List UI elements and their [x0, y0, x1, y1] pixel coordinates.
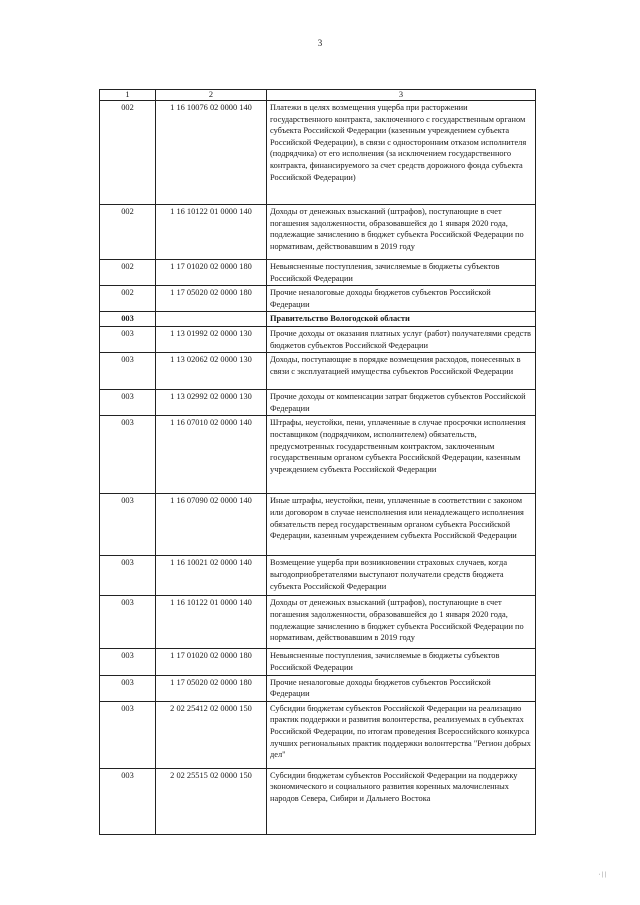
column-header-1: 1 [100, 90, 156, 101]
description-cell: Платежи в целях возмещения ущерба при расторжении государственного контракта, заключенного с государственным органом субъекта Российской Федерации (казенным учреждением субъекта Российской Федерации), в связи с односторонним отказом исполнителя (подрядчика) от его исполнения (за исключением государственного контракта, финансируемого за счет средств дорожного фонда субъекта Российской Федерации) [267, 101, 536, 205]
page-number: 3 [317, 38, 323, 48]
description-cell: Прочие неналоговые доходы бюджетов субъектов Российской Федерации [267, 675, 536, 701]
admin-code-cell: 003 [100, 390, 156, 416]
budget-code-cell: 1 16 07090 02 0000 140 [156, 494, 267, 556]
budget-code-cell: 1 16 10122 01 0000 140 [156, 596, 267, 649]
table-row [100, 326, 536, 352]
description-cell: Невыясненные поступления, зачисляемые в бюджеты субъектов Российской Федерации [267, 649, 536, 675]
admin-code-cell: 003 [100, 701, 156, 768]
table-row [100, 353, 536, 390]
budget-code-cell: 1 17 01020 02 0000 180 [156, 649, 267, 675]
budget-code-cell: 1 16 10021 02 0000 140 [156, 556, 267, 596]
table-row [100, 675, 536, 701]
table-row [100, 494, 536, 556]
budget-code-cell: 2 02 25412 02 0000 150 [156, 701, 267, 768]
admin-code-cell: 002 [100, 260, 156, 286]
budget-code-cell: 1 13 02062 02 0000 130 [156, 353, 267, 390]
budget-code-cell: 1 16 10122 01 0000 140 [156, 205, 267, 260]
table-header-row [100, 90, 536, 101]
admin-code-cell: 002 [100, 286, 156, 312]
admin-code-cell: 003 [100, 312, 156, 327]
description-cell: Штрафы, неустойки, пени, уплаченные в случае просрочки исполнения поставщиком (подрядчиком, исполнителем) обязательств, предусмотренных государственным контрактом, заключенным государственным органом субъекта Российской Федерации, казенным учреждением субъекта Российской Федерации [267, 416, 536, 494]
admin-code-cell: 003 [100, 649, 156, 675]
description-cell: Прочие доходы от оказания платных услуг (работ) получателями средств бюджетов субъектов Российской Федерации [267, 326, 536, 352]
admin-code-cell: 003 [100, 596, 156, 649]
table-row [100, 416, 536, 494]
admin-code-cell: 002 [100, 101, 156, 205]
table-row [100, 205, 536, 260]
description-cell: Доходы от денежных взысканий (штрафов), поступающие в счет погашения задолженности, образовавшейся до 1 января 2020 года, подлежащие зачислению в бюджет субъекта Российской Федерации по нормативам, действовавшим в 2019 году [267, 205, 536, 260]
budget-code-cell: 1 16 07010 02 0000 140 [156, 416, 267, 494]
description-cell: Невыясненные поступления, зачисляемые в бюджеты субъектов Российской Федерации [267, 260, 536, 286]
admin-code-cell: 002 [100, 205, 156, 260]
column-header-3: 3 [267, 90, 536, 101]
budget-code-cell: 1 13 01992 02 0000 130 [156, 326, 267, 352]
table-row [100, 556, 536, 596]
description-cell: Субсидии бюджетам субъектов Российской Федерации на реализацию практик поддержки и развития волонтерства, реализуемых в субъектах Российской Федерации, по итогам проведения Всероссийского конкурса лучших региональных практик поддержки волонтерства "Регион добрых дел" [267, 701, 536, 768]
description-cell: Правительство Вологодской области [267, 312, 536, 327]
admin-code-cell: 003 [100, 675, 156, 701]
budget-code-cell: 1 17 05020 02 0000 180 [156, 286, 267, 312]
admin-code-cell: 003 [100, 768, 156, 834]
table-row [100, 286, 536, 312]
budget-revenue-table [99, 89, 536, 835]
description-cell: Прочие доходы от компенсации затрат бюджетов субъектов Российской Федерации [267, 390, 536, 416]
table-row [100, 312, 536, 327]
column-header-2: 2 [156, 90, 267, 101]
description-cell: Доходы от денежных взысканий (штрафов), поступающие в счет погашения задолженности, образовавшейся до 1 января 2020 года, подлежащие зачислению в бюджет субъекта Российской Федерации по нормативам, действовавшим в 2019 году [267, 596, 536, 649]
table-row [100, 768, 536, 834]
budget-code-cell: 1 17 01020 02 0000 180 [156, 260, 267, 286]
footer-scan-mark: · | | [598, 872, 606, 878]
table-row [100, 649, 536, 675]
description-cell: Субсидии бюджетам субъектов Российской Федерации на поддержку экономического и социального развития коренных малочисленных народов Севера, Сибири и Дальнего Востока [267, 768, 536, 834]
budget-code-cell: 1 16 10076 02 0000 140 [156, 101, 267, 205]
budget-code-cell: 1 13 02992 02 0000 130 [156, 390, 267, 416]
budget-code-cell [156, 312, 267, 327]
admin-code-cell: 003 [100, 494, 156, 556]
budget-code-cell: 1 17 05020 02 0000 180 [156, 675, 267, 701]
table-row [100, 701, 536, 768]
table-row [100, 390, 536, 416]
table-row [100, 101, 536, 205]
description-cell: Иные штрафы, неустойки, пени, уплаченные в соответствии с законом или договором в случае неисполнения или ненадлежащего исполнения обязательств перед государственным органом субъекта Российской Федерации, казенным учреждением субъекта Российской Федерации [267, 494, 536, 556]
description-cell: Возмещение ущерба при возникновении страховых случаев, когда выгодоприобретателями выступают получатели средств бюджета субъекта Российской Федерации [267, 556, 536, 596]
table-row [100, 260, 536, 286]
admin-code-cell: 003 [100, 326, 156, 352]
admin-code-cell: 003 [100, 353, 156, 390]
table-row [100, 596, 536, 649]
budget-code-cell: 2 02 25515 02 0000 150 [156, 768, 267, 834]
admin-code-cell: 003 [100, 416, 156, 494]
admin-code-cell: 003 [100, 556, 156, 596]
description-cell: Доходы, поступающие в порядке возмещения расходов, понесенных в связи с эксплуатацией имущества субъектов Российской Федерации [267, 353, 536, 390]
description-cell: Прочие неналоговые доходы бюджетов субъектов Российской Федерации [267, 286, 536, 312]
